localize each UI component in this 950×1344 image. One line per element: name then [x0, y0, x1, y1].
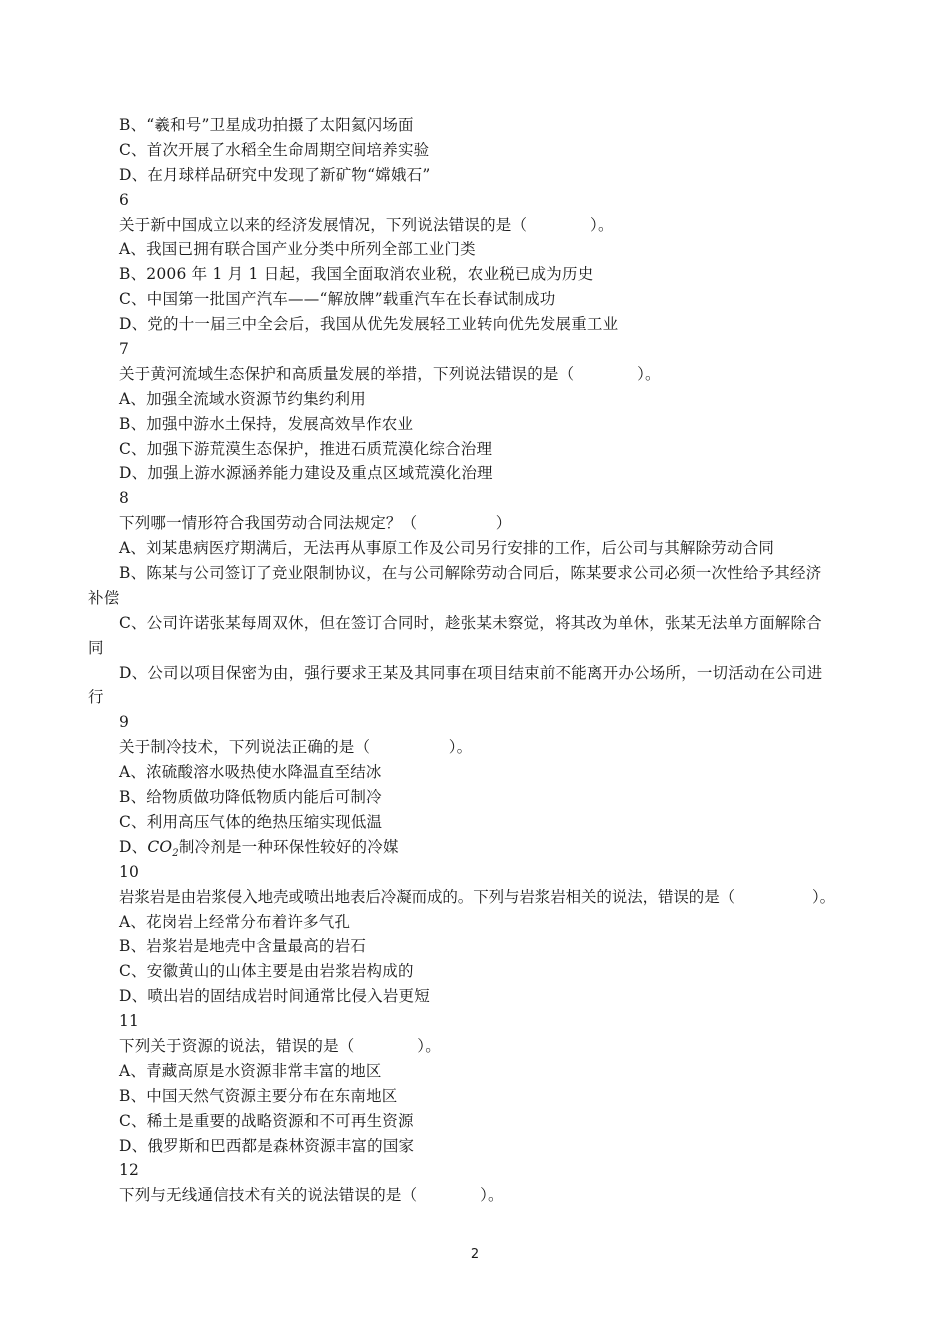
- q8-number: 8: [119, 489, 130, 508]
- q7-option-b: B、加强中游水土保持，发展高效旱作农业: [119, 414, 414, 433]
- q9-option-c: C、利用高压气体的绝热压缩实现低温: [119, 812, 383, 831]
- q8-option-b-line2: 补偿: [88, 588, 120, 607]
- q5-option-c: C、首次开展了水稻全生命周期空间培养实验: [119, 140, 430, 159]
- q11-number: 11: [119, 1012, 140, 1031]
- q5-option-b: B、“羲和号”卫星成功拍摄了太阳氦闪场面: [119, 116, 414, 134]
- q10-option-a: A、花岗岩上经常分布着许多气孔: [119, 912, 351, 931]
- q8-option-d-line2: 行: [88, 688, 104, 707]
- q8-option-a: A、刘某患病医疗期满后，无法再从事原工作及公司另行安排的工作，后公司与其解除劳动合同: [119, 539, 775, 558]
- q11-stem: 下列关于资源的说法，错误的是（ ）。: [119, 1036, 441, 1055]
- q6-option-d: D、党的十一届三中全会后，我国从优先发展轻工业转向优先发展重工业: [119, 315, 619, 334]
- q9-number: 9: [119, 713, 130, 732]
- q8-option-c-line2: 同: [88, 638, 104, 657]
- q8-stem: 下列哪一情形符合我国劳动合同法规定？（ ）: [119, 514, 512, 533]
- q6-number: 6: [119, 190, 130, 209]
- page-number: 2: [470, 1247, 480, 1262]
- q10-option-d: D、喷出岩的固结成岩时间通常比侵入岩更短: [119, 987, 430, 1006]
- q6-option-a: A、我国已拥有联合国产业分类中所列全部工业门类: [119, 240, 476, 259]
- co2-formula-base: CO: [147, 837, 173, 856]
- q10-option-b: B、岩浆岩是地壳中含量最高的岩石: [119, 937, 367, 956]
- q10-stem: 岩浆岩是由岩浆侵入地壳或喷出地表后冷凝而成的。下列与岩浆岩相关的说法，错误的是（ ）。: [119, 887, 836, 906]
- q6-option-c: C、中国第一批国产汽车——“解放牌”载重汽车在长春试制成功: [119, 290, 556, 309]
- q9-option-d-text: 制冷剂是一种环保性较好的冷媒: [178, 837, 399, 856]
- q7-number: 7: [119, 340, 130, 359]
- q6-stem: 关于新中国成立以来的经济发展情况，下列说法错误的是（ ）。: [119, 215, 614, 234]
- q12-number: 12: [119, 1161, 140, 1180]
- q9-option-d: [88, 835, 878, 860]
- q9-option-b: B、给物质做功降低物质内能后可制冷: [119, 788, 382, 807]
- co2-formula-subscript: 2: [172, 847, 179, 859]
- q6-option-b: B、2006 年 1 月 1 日起，我国全面取消农业税，农业税已成为历史: [119, 265, 594, 284]
- q8-option-b-line1: B、陈某与公司签订了竞业限制协议，在与公司解除劳动合同后，陈某要求公司必须一次性给予其经济: [119, 564, 822, 583]
- q11-option-b: B、中国天然气资源主要分布在东南地区: [119, 1086, 398, 1105]
- co2-formula: [147, 837, 179, 859]
- q12-stem: 下列与无线通信技术有关的说法错误的是（ ）。: [119, 1186, 504, 1205]
- q7-stem: 关于黄河流域生态保护和高质量发展的举措，下列说法错误的是（ ）。: [119, 364, 661, 383]
- q8-option-c-line1: C、公司许诺张某每周双休，但在签订合同时，趁张某未察觉，将其改为单休，张某无法单方面解除合: [119, 613, 822, 632]
- q9-stem: 关于制冷技术，下列说法正确的是（ ）。: [119, 738, 473, 757]
- q9-option-d-prefix: D、: [119, 837, 148, 856]
- q11-option-d: D、俄罗斯和巴西都是森林资源丰富的国家: [119, 1136, 415, 1155]
- q9-option-a: A、浓硫酸溶水吸热使水降温直至结冰: [119, 763, 382, 782]
- question-list: [88, 113, 878, 1208]
- q10-option-c: C、安徽黄山的山体主要是由岩浆岩构成的: [119, 962, 414, 981]
- q7-option-d: D、加强上游水源涵养能力建设及重点区域荒漠化治理: [119, 464, 493, 483]
- q11-option-a: A、青藏高原是水资源非常丰富的地区: [119, 1061, 382, 1080]
- q7-option-a: A、加强全流域水资源节约集约利用: [119, 389, 366, 408]
- q5-option-d: D、在月球样品研究中发现了新矿物“嫦娥石”: [119, 165, 431, 184]
- q7-option-c: C、加强下游荒漠生态保护，推进石质荒漠化综合治理: [119, 439, 493, 458]
- q8-option-d-line1: D、公司以项目保密为由，强行要求王某及其同事在项目结束前不能离开办公场所，一切活动在公司进: [119, 663, 823, 682]
- q11-option-c: C、稀土是重要的战略资源和不可再生资源: [119, 1111, 414, 1130]
- q10-number: 10: [119, 862, 140, 881]
